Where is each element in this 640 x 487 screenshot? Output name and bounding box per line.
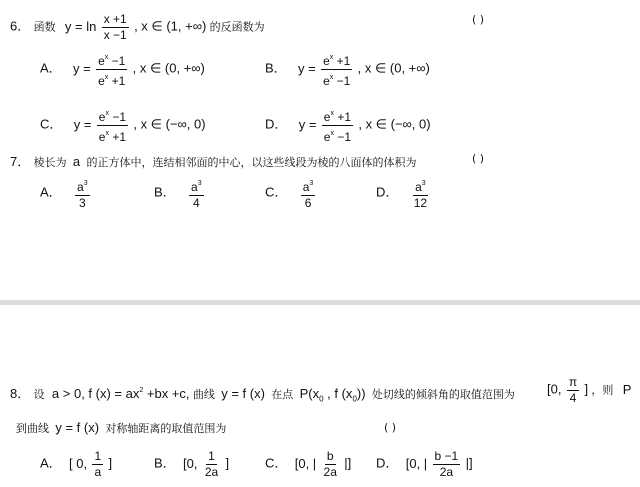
option-pre: [ 0, — [69, 455, 88, 471]
option-fraction — [203, 449, 220, 480]
q8-stem-tangent: 处切线的倾斜角的取值范围为 — [371, 388, 515, 401]
option-lhs: y = — [298, 60, 316, 76]
frac-den: $e^x -1$ — [323, 74, 351, 88]
option-label: D． — [376, 455, 399, 471]
option-pre: [0, | — [405, 455, 428, 471]
range-post: ] — [584, 381, 589, 397]
option-post: ] — [225, 455, 230, 471]
frac-num: $a^3$ — [189, 176, 204, 196]
option-label: A． — [40, 455, 62, 471]
q8-stem-at: 在点 — [271, 388, 294, 401]
option-fraction — [321, 50, 352, 89]
q7-option-b[interactable] — [154, 176, 206, 211]
frac-den: $e^x +1$ — [98, 130, 126, 144]
frac-den: 2a — [439, 465, 454, 479]
frac-den: 4 — [569, 391, 577, 405]
q8-stem — [10, 383, 515, 404]
option-fraction — [412, 176, 429, 211]
option-fraction — [97, 106, 128, 145]
option-label: D． — [376, 184, 399, 200]
option-label: B． — [265, 60, 287, 76]
option-label: C． — [40, 116, 63, 132]
option-label: A． — [40, 60, 62, 76]
page-break — [0, 300, 640, 305]
frac-num: $e^x -1$ — [96, 50, 127, 70]
frac-den: 3 — [78, 196, 86, 210]
q6-func: y = ln — [64, 18, 97, 34]
frac-num: $a^3$ — [301, 176, 316, 196]
q8-condition: a > 0, f $(x) = ax^2 +bx +c$, — [51, 386, 190, 401]
q8-answer-blank[interactable]: ( ) — [384, 421, 397, 434]
frac-den: 4 — [192, 196, 200, 210]
q7-stem-a: 棱长为 — [33, 156, 67, 169]
q8-option-d[interactable] — [376, 449, 473, 480]
option-fraction — [75, 176, 90, 211]
q7-stem-b: 的正方体中，连结相邻面的中心，以这些线段为棱的八面体的体积为 — [86, 156, 417, 169]
q6-option-a[interactable] — [40, 50, 205, 89]
frac-num: b −1 — [434, 449, 459, 463]
frac-num: π — [568, 375, 578, 389]
q8-stem-curve: 曲线 — [192, 388, 215, 401]
option-lhs: y = — [73, 116, 92, 132]
q8-point: $P(x_0$ , f $(x_0)$) — [299, 386, 366, 404]
q8-curve: y = f (x) — [221, 386, 265, 401]
option-domain: , x ∈ (0, +∞) — [132, 60, 205, 76]
frac-num: $a^3$ — [413, 176, 428, 196]
q6-number: 6． — [10, 18, 31, 34]
q7-option-d[interactable] — [376, 176, 431, 211]
option-label: D． — [265, 116, 288, 132]
q8-line2-b: 对称轴距离的取值范围为 — [105, 422, 227, 435]
option-domain: , x ∈ (0, +∞) — [357, 60, 430, 76]
q8-option-b[interactable] — [154, 449, 229, 480]
option-domain: , x ∈ (−∞, 0) — [358, 116, 431, 132]
frac-den: 6 — [304, 196, 312, 210]
q8-var-p: P — [622, 381, 632, 397]
q6-frac-den: x −1 — [103, 28, 127, 42]
q6-answer-blank[interactable]: ( ) — [472, 13, 485, 26]
range-fraction — [567, 375, 579, 406]
q8-line2-a: 到曲线 — [16, 422, 49, 435]
q8-stem-line2 — [16, 420, 226, 436]
q6-stem-prefix: 函数 — [33, 20, 56, 34]
option-label: C． — [265, 455, 288, 471]
q6-option-d[interactable] — [265, 106, 431, 145]
q8-stem-then: ，则 — [591, 383, 614, 397]
frac-num: $a^3$ — [75, 176, 90, 196]
frac-den: 12 — [413, 196, 428, 210]
q6-stem-suffix: 的反函数为 — [209, 20, 265, 34]
q6-fraction — [102, 12, 129, 43]
option-fraction — [189, 176, 204, 211]
frac-den: $e^x +1$ — [98, 74, 126, 88]
q8-line2-curve: y = f (x) — [55, 420, 100, 435]
option-label: C． — [265, 184, 288, 200]
option-fraction — [322, 449, 339, 480]
option-fraction — [96, 50, 127, 89]
q8-number: 8． — [10, 386, 31, 401]
q8-range — [547, 375, 631, 406]
q7-number: 7． — [10, 154, 31, 169]
option-pre: [0, — [183, 455, 198, 471]
frac-num: b — [326, 449, 334, 463]
option-pre: [0, | — [294, 455, 317, 471]
option-label: A． — [40, 184, 62, 200]
option-fraction — [322, 106, 353, 145]
q8-option-c[interactable] — [265, 449, 351, 480]
frac-num: 1 — [208, 449, 215, 463]
q8-option-a[interactable] — [40, 449, 112, 480]
frac-num: 1 — [94, 449, 102, 463]
q6-option-c[interactable] — [40, 106, 206, 145]
frac-num: $e^x +1$ — [321, 50, 352, 70]
frac-den: a — [94, 465, 102, 479]
option-label: B． — [154, 455, 176, 471]
option-lhs: y = — [298, 116, 317, 132]
option-post: |] — [344, 455, 352, 471]
option-post: ] — [108, 455, 113, 471]
q6-stem — [10, 12, 265, 43]
option-domain: , x ∈ (−∞, 0) — [133, 116, 206, 132]
frac-den: 2a — [204, 465, 219, 479]
q7-answer-blank[interactable]: ( ) — [472, 152, 485, 165]
range-pre: [0, — [547, 381, 562, 397]
q6-domain: , x ∈ (1, +∞) — [134, 18, 207, 34]
option-post: |] — [465, 455, 473, 471]
option-fraction — [301, 176, 316, 211]
q6-option-b[interactable] — [265, 50, 430, 89]
q7-option-c[interactable] — [265, 176, 317, 211]
option-fraction — [92, 449, 103, 480]
frac-num: $e^x +1$ — [322, 106, 353, 126]
q8-stem-set: 设 — [33, 388, 45, 401]
frac-num: $e^x -1$ — [97, 106, 128, 126]
option-lhs: y = — [73, 60, 91, 76]
frac-den: 2a — [323, 465, 337, 479]
q7-option-a[interactable] — [40, 176, 92, 211]
q7-var-a: a — [72, 154, 81, 169]
q6-frac-num: x +1 — [103, 12, 127, 26]
option-fraction — [433, 449, 461, 480]
frac-den: $e^x -1$ — [323, 130, 351, 144]
q7-stem — [10, 151, 417, 170]
option-label: B． — [154, 184, 176, 200]
